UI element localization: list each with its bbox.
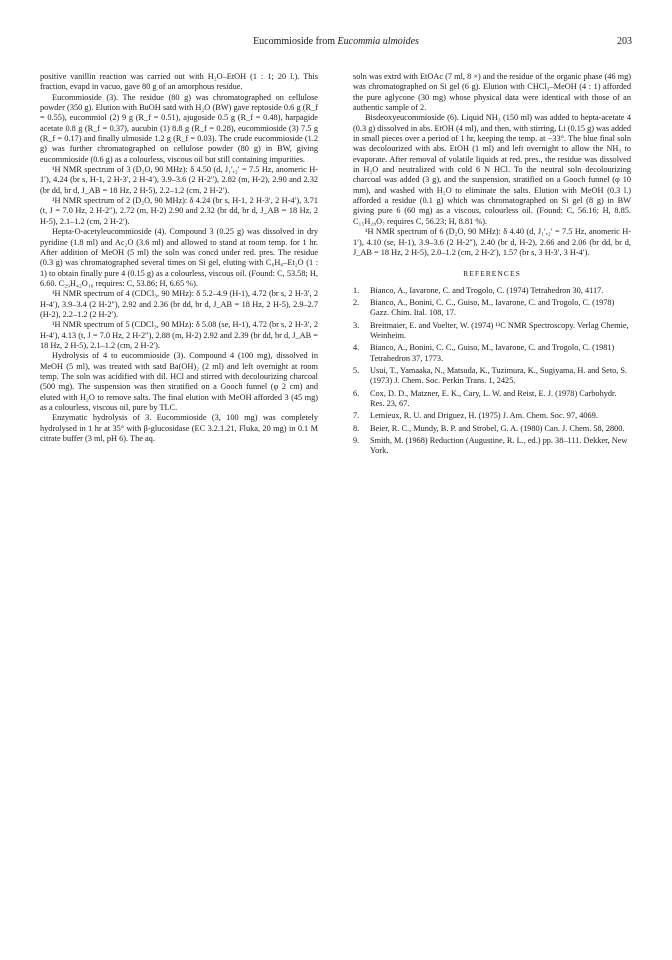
reference-text: Lemieux, R. U. and Driguez, H. (1975) J. Am. Chem. Soc. 97, 4069. <box>370 411 598 421</box>
paragraph: ¹H NMR spectrum of 2 (D₂O, 90 MHz): δ 4.24 (br s, H-1, 2 H-3′, 2 H-4′), 3.71 (t, J = 7.0 Hz, 2 H-2″), 2.72 (m, H-2) 2.90 and 2.32 (br dd, br d, J_AB = 18 Hz, 2 H-5), 2.1–1.2 (cm, 2 H-2′). <box>40 196 318 226</box>
paragraph: Eucommioside (3). The residue (80 g) was chromatographed on cellulose powder (350 g). Elution with BuOH satd with H₂O (BW) gave reptoside 0.6 g (R_f = 0.55), eucommiol (2) 9 g (R_f = 0.51), ajugoside 0.5 g (R_f = 0.48), harpagide acetate 0.8 g (R_f = 0.37), aucubin (1) 8.8 g (R_f = 0.28), eucommioside (3) 7.5 g (R_f = 0.17) and finally ulmoside 1.2 g (R_f = 0.03). The crude eucommioside (1.2 g) was further chromatographed on cellulose powder (80 g) in BW, giving eucommioside (0.6 g) as a colourless, viscous oil but still containing impurities. <box>40 92 318 164</box>
reference-text: Breitmaier, E. and Voelter, W. (1974) ¹³C NMR Spectroscopy. Verlag Chemie, Weinheim. <box>370 320 629 340</box>
left-column <box>40 72 318 444</box>
right-column <box>353 72 631 459</box>
reference-number: 4. <box>353 343 360 353</box>
reference-item <box>353 436 631 457</box>
reference-text: Bianco, A., Bonini, C. C., Guiso, M., Iavarone, C. and Trogolo, C. (1981) Tetrahedron 37, 1773. <box>370 343 615 363</box>
reference-number: 6. <box>353 388 360 398</box>
paragraph: ¹H NMR spectrum of 6 (D₂O, 90 MHz): δ 4.40 (d, J₁′,₂′ = 7.5 Hz, anomeric H-1′), 4.10 (se, H-1), 3.9–3.6 (2 H-2″), 2.40 (br d, H-2), 2.66 and 2.06 (br dd, br d, J_AB = 18 Hz, 2 H-5), 2.0–1.2 (cm, 2 H-2′), 1.57 (br s, 3 H-3′, 3 H-4′). <box>353 227 631 257</box>
paragraph: Hydrolysis of 4 to eucommioside (3). Compound 4 (100 mg), dissolved in MeOH (5 ml), was treated with satd Ba(OH)₂ (2 ml) and left overnight at room temp. The soln was acidified with dil. HCl and stirred with decolourizing charcoal (500 mg). The suspension was then stratified on a Gooch funnel (φ 2 cm) and eluted with H₂O to remove salts. The final elution with MeOH afforded 3 (45 mg) as a colourless, viscous oil, pure by TLC. <box>40 351 318 412</box>
running-header <box>40 36 632 50</box>
reference-text: Beier, R. C., Mundy, B. P. and Strobel, G. A. (1980) Can. J. Chem. 58, 2800. <box>370 423 625 433</box>
reference-text: Bianco, A., Iavarone, C. and Trogolo, C. (1974) Tetrahedron 30, 4117. <box>370 285 604 295</box>
reference-item <box>353 321 631 342</box>
reference-item <box>353 389 631 410</box>
references-heading: REFERENCES <box>463 269 521 279</box>
reference-item <box>353 298 631 319</box>
paragraph: Enzymatic hydrolysis of 3. Eucommioside (3, 100 mg) was completely hydrolysed in 1 hr at 35° with β-glucosidase (EC 3.2.1.21, Fluka, 20 mg) in 0.1 M citrate buffer (3 ml, pH 6). The aq. <box>40 413 318 444</box>
reference-number: 5. <box>353 365 360 375</box>
paragraph: Bisdeoxyeucommioside (6). Liquid NH₃ (150 ml) was added to hepta-acetate 4 (0.3 g) dissolved in abs. EtOH (4 ml), and then, with stirring, Li (0.15 g) was added in small pieces over a period of 1 hr, keeping the temp. at −33°. The blue final soln was decolourized with abs. EtOH (1 ml) and left overnight to allow the NH₃ to evaporate. After removal of volatile liquids at red. pres., the residue was dissolved in H₂O and neutralized with cold 6 N HCl. To the neutral soln decolourizing charcoal was added (3 g), and the suspension, stratified on a Gooch funnel (φ 10 mm), and washed with H₂O to eliminate the salts. Elution with MeOH (0.3 l.) afforded a residue (0.1 g) which was chromatographed on Si gel (8 g) in BW giving pure 6 (60 mg) as a viscous, colourless oil. (Found: C, 56.16; H, 8.85. C₁₅H₂₈O₇ requires C, 56.23; H, 8.81 %). <box>353 113 631 226</box>
reference-item <box>353 411 631 421</box>
reference-item <box>353 343 631 364</box>
paragraph: ¹H NMR spectrum of 3 (D₂O, 90 MHz): δ 4.50 (d, J₁′,₂′ = 7.5 Hz, anomeric H-1′), 4.24 (br s, H-1, 2 H-3′, 2 H-4′), 3.9–3.6 (2 H-2″), 2.82 (m, H-2), 2.90 and 2.32 (br dd, br d, J_AB = 18 Hz, 2 H-5), 2.2–1.2 (cm, 2 H-2′). <box>40 165 318 195</box>
references-list <box>353 286 631 457</box>
paragraph: Hepta-O-acetyleucommioside (4). Compound 3 (0.25 g) was dissolved in dry pyridine (1.8 ml) and Ac₂O (3.6 ml) and allowed to stand at room temp. for 1 hr. After addition of MeOH (5 ml) the soln was concd under red. pres. The residue (0.3 g) was chromatographed several times on Si gel, eluting with C₆H₆–Et₂O (1 : 1) to obtain finally pure 4 (0.15 g) as a colourless, viscous oil. (Found: C, 53.58; H, 6.60. C₂₉H₄₂O₁₆ requires: C, 53.86; H, 6.65 %). <box>40 227 318 288</box>
running-title-species: Eucommia ulmoides <box>337 36 419 47</box>
reference-text: Smith, M. (1968) Reduction (Augustine, R. L., ed.) pp. 38–111. Dekker, New York. <box>370 436 628 456</box>
paragraph: ¹H NMR spectrum of 5 (CDCl₃, 90 MHz): δ 5.08 (se, H-1), 4.72 (br s, 2 H-3′, 2 H-4′), 4.13 (t, J = 7.0 Hz, 2 H-2″), 2.88 (m, H-2) 2.92 and 2.39 (br dd, br d, J_AB = 18 Hz, 2 H-5), 2.1–1.2 (cm, 2 H-2′). <box>40 320 318 350</box>
paragraph: soln was extrd with EtOAc (7 ml, 8 ×) and the residue of the organic phase (46 mg) was chromatographed on Si gel (6 g). Elution with CHCl₃–MeOH (4 : 1) afforded the pure aglycone (30 mg) whose physical data were identical with those of an authentic sample of 2. <box>353 72 631 113</box>
reference-number: 2. <box>353 297 360 307</box>
paragraph: positive vanillin reaction was carried out with H₂O–EtOH (1 : 1; 20 l.). This fraction, evapd in vacuo, gave 80 g of an amorphous residue. <box>40 72 318 92</box>
running-title <box>40 36 632 47</box>
reference-number: 1. <box>353 285 360 295</box>
reference-item <box>353 286 631 296</box>
paragraph: ¹H NMR spectrum of 4 (CDCl₃, 90 MHz): δ 5.2–4.9 (H-1), 4.72 (br s, 2 H-3′, 2 H-4′), 3.9–3.4 (2 H-2″), 2.92 and 2.36 (br dd, br d, J_AB = 18 Hz, 2 H-5), 2.9–2.7 (H-2), 2.2–1.2 (2 H-2′). <box>40 289 318 319</box>
reference-item <box>353 424 631 434</box>
reference-text: Cox, D. D., Matzner, E. K., Cary, L. W. and Reist, E. J. (1978) Carbohydr. Res. 23, 67. <box>370 388 617 408</box>
reference-text: Usui, T., Yamaaka, N., Matsuda, K., Tuzimura, K., Sugiyama, H. and Seto, S. (1973) J. Chem. Soc. Perkin Trans. 1, 2425. <box>370 365 628 386</box>
reference-number: 3. <box>353 320 360 330</box>
reference-item <box>353 366 631 387</box>
reference-number: 8. <box>353 423 360 433</box>
reference-number: 7. <box>353 411 360 421</box>
reference-number: 9. <box>353 436 360 445</box>
running-title-prefix: Eucommioside from <box>253 36 338 47</box>
reference-text: Bianco, A., Bonini, C. C., Guiso, M., Iavarone, C. and Trogolo, C. (1978) Gazz. Chim. Ital. 108, 17. <box>370 297 615 318</box>
page-number: 203 <box>617 36 632 47</box>
